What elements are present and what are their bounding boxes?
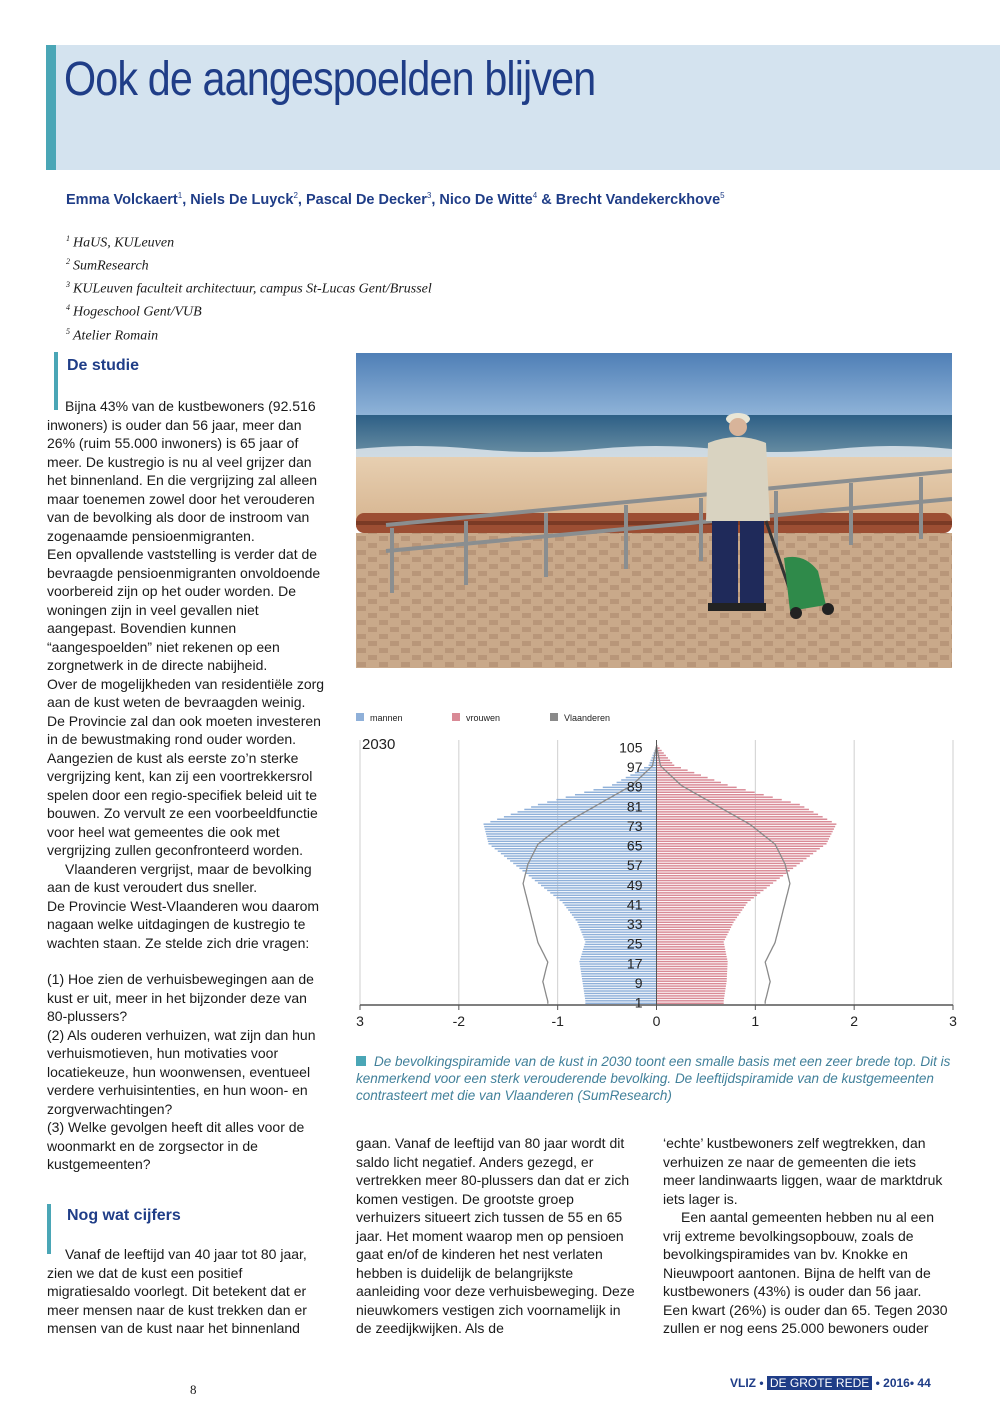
- bar-mannen: [580, 929, 656, 930]
- bar-vrouwen: [657, 838, 829, 839]
- author-affiliation-mark: 1: [177, 191, 183, 200]
- bar-vrouwen: [657, 922, 734, 923]
- paragraph: Een aantal gemeenten hebben nu al een vrij extreme bevolkingsopbouw, zoals de bevolkingspiramides van bv. Knokke en Nieuwpoort aantonen. Bijna de helft van de kustbewoners (43%) is ouder dan 56 jaar. Een kwart (26%) is ouder dan 65. Tegen 2030 zullen er nog eens 25.000 bewoners ouder: [663, 1209, 948, 1336]
- bar-vrouwen: [657, 823, 837, 824]
- affiliation-mark: 1: [66, 234, 70, 243]
- affiliation-list: [66, 230, 432, 346]
- bar-mannen: [584, 939, 656, 940]
- paragraph: Een opvallende vaststelling is verder dat de bevraagde pensioenmigranten onvoldoende voorbereid zijn op het ouder worden. De woningen zijn in veel gevallen niet aangepast. Bovendien kunnen “aangespoelden” niet rekenen op een zorgnetwerk in de directe nabijheid.: [47, 546, 321, 673]
- bar-vrouwen: [657, 850, 817, 851]
- paragraph: De Provincie West-Vlaanderen wou daarom nagaan welke uitdagingen de kustregio te wachten staan. Ze stelde zich drie vragen:: [47, 897, 320, 951]
- age-tick-label: 9: [634, 974, 643, 991]
- bar-mannen: [584, 990, 657, 991]
- bar-mannen: [585, 941, 656, 942]
- bar-vrouwen: [657, 904, 746, 905]
- age-tick-label: 97: [626, 758, 643, 775]
- author-name: Pascal De Decker: [305, 191, 427, 208]
- question-2: (2) Als ouderen verhuizen, wat zijn dan hun verhuismotieven, hun motivaties voor locatiekeuze, hun woonwensen, eventueel verdere verhuisintenties, en hun woon- en zorgverwachtingen?: [47, 1026, 316, 1117]
- bar-vrouwen: [657, 966, 728, 967]
- paragraph: gaan. Vanaf de leeftijd van 80 jaar wordt dit saldo licht negatief. Anders gezegd, er vertrekken meer 80-plussers dan dat er zich komen vestigen. De grootste groep verhuizers situeert zich tussen de 55 en 65 jaar. Het moment waarop men op pensioen gaat en/of de kinderen het nest verlaten hebben is duidelijk de belangrijkste aanleiding voor deze verhuisbeweging. Deze nieuwkomers vestigen zich voornamelijk in de zeedijkwijken. Als de: [356, 1135, 635, 1336]
- bar-mannen: [564, 904, 656, 905]
- footer-brand: VLIZ: [730, 1376, 756, 1390]
- paragraph: Vanaf de leeftijd van 40 jaar tot 80 jaar, zien we dat de kust een positief migratiesaldo voorlegt. Dit betekent dat er meer mensen naar de kust trekken dan er mensen van de kust naar het binnenland: [47, 1246, 307, 1336]
- bar-vrouwen: [657, 953, 727, 954]
- legend-swatch-vlaanderen: [550, 713, 558, 721]
- bar-vrouwen: [657, 843, 827, 844]
- bar-mannen: [579, 961, 656, 962]
- bar-vrouwen: [657, 958, 728, 959]
- affiliation-mark: 3: [66, 280, 70, 290]
- bar-vrouwen: [657, 858, 807, 859]
- author-affiliation-mark: 4: [532, 191, 538, 200]
- bar-vrouwen: [657, 993, 725, 994]
- caption-text: De bevolkingspiramide van de kust in 2030 toont een smalle basis met een zeer brede top. Dit is kenmerkend voor een sterk verouderende bevolking. De leeftijdspiramide van de kustgemeenten contrasteert met die van Vlaanderen (SumResearch): [356, 1054, 951, 1103]
- bar-vrouwen: [657, 914, 739, 915]
- footer-bullet: •: [875, 1376, 880, 1390]
- bar-mannen: [583, 936, 656, 937]
- bar-mannen: [568, 909, 656, 910]
- bar-vrouwen: [657, 801, 791, 802]
- bar-vrouwen: [657, 846, 824, 847]
- bar-vrouwen: [657, 929, 730, 930]
- bar-vrouwen: [657, 787, 737, 788]
- bar-vrouwen: [657, 924, 733, 925]
- bar-vrouwen: [657, 814, 819, 815]
- footer-issue: 44: [917, 1376, 931, 1390]
- bar-vrouwen: [657, 976, 727, 977]
- paragraph: Over de mogelijkheden van residentiële zorg aan de kust weten de bevraagden weinig. De Provincie zal dan ook moeten investeren in de bewustmaking rond ouder worden. Aangezien de kust als eerste zo’n sterke vergrijzing kent, kan zij een voortrekkersrol spelen door een regio-specifiek beleid uit te bouwen. Zo vervult ze een voorbeeldfunctie voor heel wat gemeentes die ook met vergrijzing zullen geconfronteerd worden.: [47, 675, 325, 858]
- bar-vrouwen: [657, 956, 727, 957]
- bar-vrouwen: [657, 875, 784, 876]
- bar-vrouwen: [657, 973, 728, 974]
- bar-mannen: [582, 953, 657, 954]
- paragraph: Vlaanderen vergrijst, maar de bevolking aan de kust veroudert dus sneller.: [47, 860, 312, 895]
- affiliation: [66, 276, 432, 299]
- age-tick-label: 65: [626, 837, 643, 854]
- column-1: [47, 397, 327, 1174]
- bar-vrouwen: [657, 961, 728, 962]
- bar-vrouwen: [657, 782, 721, 783]
- bar-mannen: [581, 956, 657, 957]
- bar-vrouwen: [657, 1000, 724, 1001]
- footer-year: 2016: [883, 1376, 910, 1390]
- bar-vrouwen: [657, 980, 727, 981]
- bar-vrouwen: [657, 968, 728, 969]
- bar-vrouwen: [657, 917, 738, 918]
- bar-mannen: [585, 998, 657, 999]
- author-name: Brecht Vandekerckhove: [555, 191, 721, 208]
- x-tick-label: -1: [551, 1013, 564, 1029]
- bar-vrouwen: [657, 951, 726, 952]
- bar-mannen: [577, 922, 656, 923]
- bar-vrouwen: [657, 828, 834, 829]
- question-1: (1) Hoe zien de verhuisbewegingen aan de kust er uit, meer in het bijzonder deze van 80-plussers?: [47, 971, 314, 1024]
- bar-vrouwen: [657, 811, 814, 812]
- bar-vrouwen: [657, 912, 741, 913]
- bar-mannen: [582, 976, 657, 977]
- age-tick-label: 105: [619, 739, 643, 756]
- bar-vrouwen: [657, 909, 743, 910]
- footer-magazine: DE GROTE REDE: [767, 1376, 872, 1390]
- bar-vrouwen: [657, 767, 681, 768]
- author-affiliation-mark: 2: [293, 191, 298, 200]
- paragraph: Bijna 43% van de kustbewoners (92.516 inwoners) is ouder dan 56 jaar, meer dan 26% (ruim 55.000 inwoners) is 65 jaar of meer. De kustregio is nu al veel grijzer dan het binnenland. En die vergrijzing zal alleen maar toenemen zowel door het verouderen van de bevolking als door de instroom van zogenaamde pensioenmigranten.: [47, 398, 318, 544]
- paragraph: ‘echte’ kustbewoners zelf wegtrekken, dan verhuizen ze naar de gemeenten die iets meer landinwaarts liggen, waar de marktdruk iets lager is.: [663, 1135, 943, 1207]
- bar-vrouwen: [657, 765, 675, 766]
- bar-vrouwen: [657, 963, 728, 964]
- bar-vrouwen: [657, 890, 764, 891]
- bar-vrouwen: [657, 949, 726, 950]
- bar-mannen: [585, 1000, 656, 1001]
- bar-vrouwen: [657, 826, 836, 827]
- bar-vrouwen: [657, 863, 800, 864]
- bar-mannen: [572, 914, 657, 915]
- age-tick-label: 73: [626, 817, 643, 834]
- legend-swatch-mannen: [356, 713, 364, 721]
- bar-vrouwen: [657, 919, 736, 920]
- bar-vrouwen: [657, 769, 688, 770]
- affiliation-mark: 2: [66, 257, 70, 267]
- section-heading-studie: De studie: [67, 357, 140, 374]
- footer-bullet: •: [759, 1376, 764, 1390]
- footer-masthead: [730, 1376, 931, 1390]
- bar-vrouwen: [657, 762, 673, 763]
- age-tick-label: 17: [626, 955, 643, 972]
- affiliation-mark: 4: [66, 303, 70, 313]
- age-tick-label: 41: [626, 896, 643, 913]
- affiliation-text: HaUS, KULeuven: [73, 235, 175, 251]
- bar-vrouwen: [657, 873, 787, 874]
- bar-mannen: [582, 978, 656, 979]
- bar-vrouwen: [657, 892, 761, 893]
- legend-label: mannen: [370, 713, 403, 723]
- column-3: [663, 1134, 948, 1338]
- bar-vrouwen: [657, 796, 773, 797]
- x-tick-label: 2: [850, 1013, 859, 1029]
- bar-vrouwen: [657, 902, 748, 903]
- affiliation-mark: 5: [66, 326, 70, 336]
- bar-vrouwen: [657, 799, 782, 800]
- bar-vrouwen: [657, 777, 708, 778]
- bar-vrouwen: [657, 880, 777, 881]
- bar-vrouwen: [657, 853, 814, 854]
- bar-vrouwen: [657, 848, 820, 849]
- bar-vrouwen: [657, 870, 790, 871]
- affiliation-text: KULeuven faculteit architectuur, campus St-Lucas Gent/Brussel: [73, 281, 432, 297]
- affiliation: [66, 230, 432, 253]
- author-affiliation-mark: 5: [720, 191, 725, 200]
- x-tick-label: 0: [652, 1013, 661, 1029]
- age-tick-label: 49: [626, 876, 643, 893]
- bar-vrouwen: [657, 809, 809, 810]
- author-affiliation-mark: 3: [426, 191, 432, 200]
- bar-vrouwen: [657, 941, 724, 942]
- age-tick-label: 25: [626, 935, 643, 952]
- bar-vrouwen: [657, 831, 833, 832]
- population-pyramid-chart: [350, 705, 960, 1045]
- author-list: Emma Volckaert$^1$, Niels De Luyck$^2$, Pascal De Decker$^3$, Nico De Witte$^4$ & Brecht Vandekerckhove$^5$: [66, 191, 725, 208]
- bar-vrouwen: [657, 833, 832, 834]
- affiliation-text: SumResearch: [73, 258, 149, 274]
- bar-vrouwen: [657, 931, 729, 932]
- bar-mannen: [578, 924, 656, 925]
- page-number: 8: [190, 1382, 197, 1397]
- bar-vrouwen: [657, 792, 755, 793]
- beach-photo: [356, 353, 952, 668]
- age-tick-label: 33: [626, 916, 643, 933]
- affiliation: [66, 299, 432, 322]
- bar-mannen: [581, 973, 656, 974]
- age-tick-label: 81: [626, 798, 643, 815]
- author-name: Nico De Witte: [439, 191, 533, 208]
- bar-vrouwen: [657, 985, 726, 986]
- bar-mannen: [583, 988, 656, 989]
- bar-vrouwen: [657, 939, 725, 940]
- bar-mannen: [585, 995, 657, 996]
- bar-vrouwen: [657, 897, 754, 898]
- bar-mannen: [576, 919, 657, 920]
- bar-mannen: [581, 971, 657, 972]
- bar-vrouwen: [657, 772, 695, 773]
- author-name: Niels De Luyck: [190, 191, 294, 208]
- bar-vrouwen: [657, 988, 726, 989]
- age-tick-label: 57: [626, 857, 643, 874]
- x-tick-label: 3: [949, 1013, 957, 1029]
- age-tick-label: 89: [626, 778, 643, 795]
- column-2: [356, 1134, 636, 1338]
- legend-label: vrouwen: [466, 713, 501, 723]
- bar-vrouwen: [657, 868, 794, 869]
- chart-caption: [356, 1053, 956, 1104]
- bar-vrouwen: [657, 895, 758, 896]
- section-heading-cijfers: Nog wat cijfers: [67, 1207, 181, 1224]
- bar-mannen: [580, 966, 656, 967]
- bar-vrouwen: [657, 936, 727, 937]
- footer-bullet: •: [909, 1376, 915, 1390]
- bar-mannen: [566, 907, 656, 908]
- bar-vrouwen: [657, 990, 726, 991]
- bar-vrouwen: [657, 983, 727, 984]
- bar-mannen: [581, 968, 657, 969]
- bar-mannen: [574, 917, 657, 918]
- bar-vrouwen: [657, 806, 805, 807]
- bar-mannen: [583, 985, 656, 986]
- affiliation: [66, 253, 432, 276]
- bar-vrouwen: [657, 784, 728, 785]
- legend-swatch-vrouwen: [452, 713, 460, 721]
- bar-vrouwen: [657, 885, 770, 886]
- bar-vrouwen: [657, 971, 728, 972]
- bar-vrouwen: [657, 794, 764, 795]
- caption-marker: [356, 1056, 366, 1066]
- bar-mannen: [582, 934, 656, 935]
- bar-vrouwen: [657, 995, 725, 996]
- bar-mannen: [582, 951, 656, 952]
- bar-vrouwen: [657, 836, 831, 837]
- bar-vrouwen: [657, 882, 774, 883]
- bar-mannen: [580, 963, 657, 964]
- chart-year-label: 2030: [362, 736, 396, 753]
- author-name: Emma Volckaert: [66, 191, 178, 208]
- bar-vrouwen: [657, 998, 725, 999]
- bar-vrouwen: [657, 887, 767, 888]
- bar-vrouwen: [657, 907, 744, 908]
- x-tick-label: 1: [751, 1013, 760, 1029]
- bar-vrouwen: [657, 877, 780, 878]
- bar-mannen: [584, 946, 657, 947]
- column-1-continued: [47, 1245, 327, 1338]
- bar-mannen: [585, 1003, 656, 1004]
- bar-vrouwen: [657, 855, 810, 856]
- bar-vrouwen: [657, 779, 715, 780]
- bar-vrouwen: [657, 760, 671, 761]
- bar-vrouwen: [657, 926, 732, 927]
- title-accent-bar: [46, 45, 56, 170]
- bar-vrouwen: [657, 1003, 724, 1004]
- bar-vrouwen: [657, 865, 797, 866]
- bar-mannen: [579, 926, 656, 927]
- bar-vrouwen: [657, 944, 725, 945]
- bar-vrouwen: [657, 946, 725, 947]
- bar-mannen: [585, 944, 657, 945]
- affiliation-text: Atelier Romain: [73, 328, 159, 344]
- bar-mannen: [581, 931, 656, 932]
- bar-vrouwen: [657, 789, 746, 790]
- bar-mannen: [583, 983, 657, 984]
- bar-vrouwen: [657, 841, 828, 842]
- bar-vrouwen: [657, 860, 804, 861]
- article-title: Ook de aangespoelden blijven: [64, 53, 596, 106]
- bar-mannen: [580, 958, 656, 959]
- bar-vrouwen: [657, 816, 823, 817]
- x-tick-label: 3: [356, 1013, 364, 1029]
- bar-vrouwen: [657, 774, 701, 775]
- x-tick-label: -2: [452, 1013, 466, 1029]
- bar-vrouwen: [657, 978, 727, 979]
- bar-mannen: [583, 949, 656, 950]
- question-3: (3) Welke gevolgen heeft dit alles voor de woonmarkt en de zorgsector in de kustgemeenten?: [47, 1119, 305, 1172]
- bar-vrouwen: [657, 899, 751, 900]
- affiliation-text: Hogeschool Gent/VUB: [73, 305, 202, 321]
- legend-label: Vlaanderen: [564, 713, 611, 723]
- bar-vrouwen: [657, 804, 800, 805]
- bar-vrouwen: [657, 934, 728, 935]
- affiliation: [66, 323, 432, 346]
- bar-mannen: [582, 980, 656, 981]
- bar-mannen: [570, 912, 656, 913]
- age-tick-label: 1: [634, 994, 643, 1011]
- bar-mannen: [584, 993, 656, 994]
